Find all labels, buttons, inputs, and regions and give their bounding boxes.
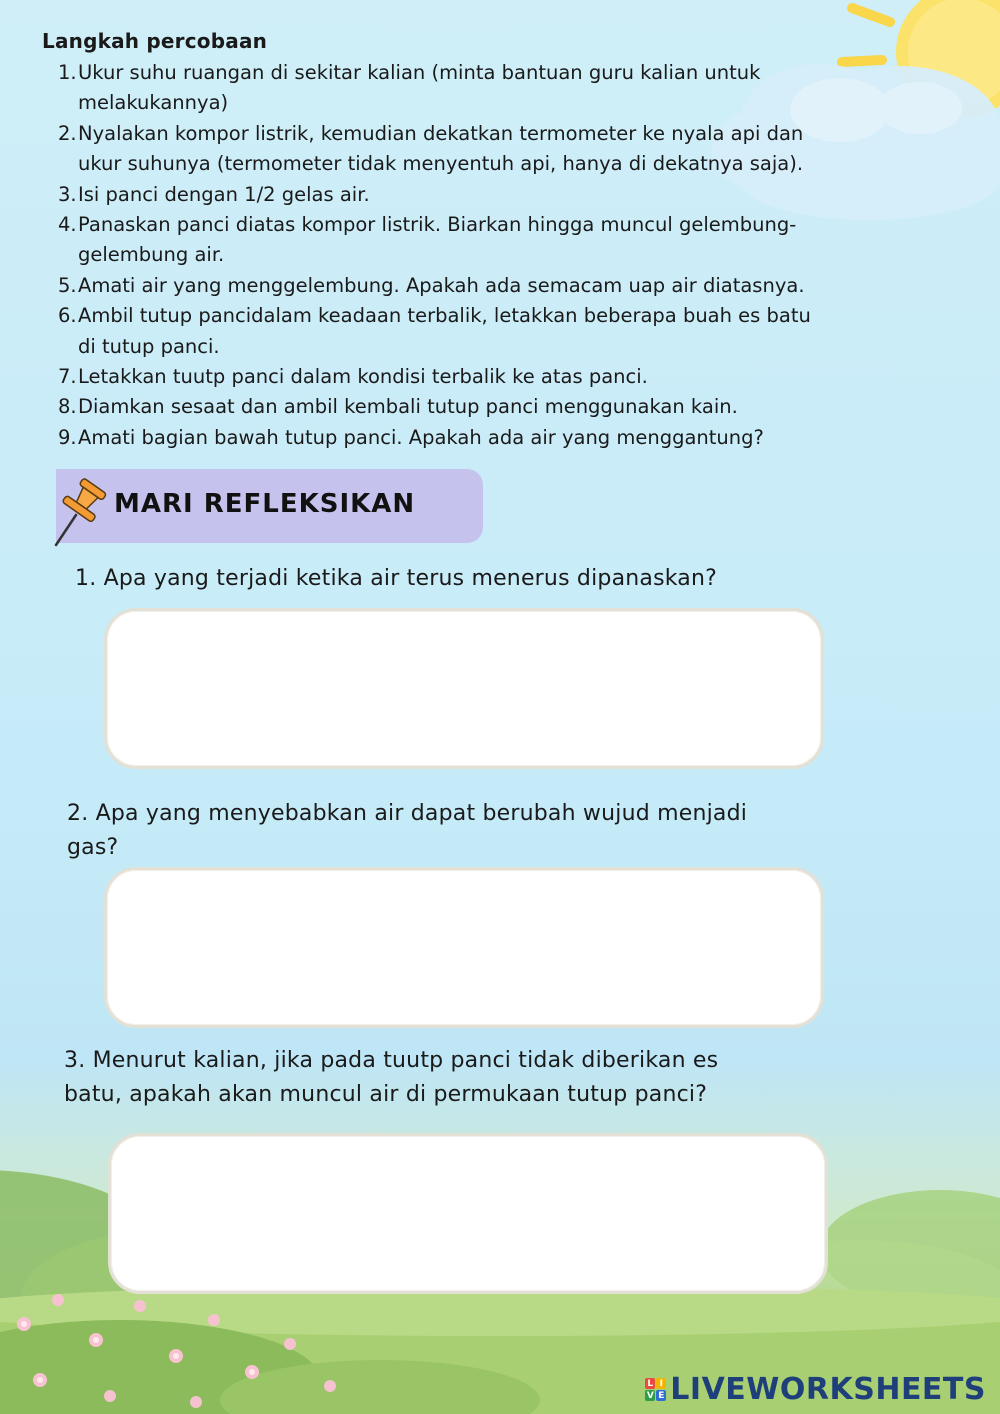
step-text: Diamkan sesaat dan ambil kembali tutup panci menggunakan kain.	[78, 395, 738, 419]
list-item	[58, 271, 898, 301]
answer-box-1[interactable]	[104, 608, 824, 769]
step-text: Nyalakan kompor listrik, kemudian dekatkan termometer ke nyala api dan	[78, 121, 804, 145]
question-3	[64, 1044, 844, 1112]
step-text: Ukur suhu ruangan di sekitar kalian (minta bantuan guru kalian untuk	[78, 61, 761, 84]
step-number: 7.	[58, 365, 77, 389]
reflection-heading: MARI REFLEKSIKAN	[114, 489, 416, 519]
question-text: 1. Apa yang terjadi ketika air terus menerus dipanaskan?	[75, 566, 717, 591]
step-number: 2.	[58, 121, 77, 145]
list-item	[58, 423, 898, 453]
reflection-banner	[56, 469, 483, 543]
steps-list	[58, 58, 898, 453]
step-text-cont: di tutup panci.	[78, 334, 220, 358]
logo-letter: E	[658, 1390, 665, 1401]
answer-box-2[interactable]	[104, 867, 824, 1028]
step-text: Isi panci dengan 1/2 gelas air.	[78, 182, 370, 206]
step-text: Amati bagian bawah tutup panci. Apakah ada air yang menggantung?	[78, 425, 764, 449]
step-text: Amati air yang menggelembung. Apakah ada semacam uap air diatasnya.	[78, 273, 805, 297]
question-text: 3. Menurut kalian, jika pada tuutp panci tidak diberikan es	[64, 1048, 719, 1073]
step-text-cont: gelembung air.	[78, 243, 225, 267]
steps-title: Langkah percobaan	[42, 29, 268, 53]
step-text-cont: melakukannya)	[78, 91, 229, 115]
step-number: 4.	[58, 213, 77, 237]
question-text-cont: gas?	[67, 835, 119, 860]
step-number: 6.	[58, 304, 77, 328]
step-number: 3.	[58, 182, 77, 206]
step-text: Ambil tutup pancidalam keadaan terbalik, letakkan beberapa buah es batu	[78, 304, 811, 328]
logo-brand: LIVEWORKSHEETS	[670, 1372, 986, 1407]
list-item	[58, 362, 898, 392]
list-item	[58, 119, 898, 180]
list-item	[58, 58, 898, 119]
logo-letter: L	[645, 1378, 655, 1389]
list-item	[58, 180, 898, 210]
step-number: 5.	[58, 273, 77, 297]
question-text-cont: batu, apakah akan muncul air di permukaan tutup panci?	[64, 1082, 708, 1107]
question-2	[67, 797, 847, 865]
liveworksheets-logo	[645, 1372, 986, 1407]
logo-letter: I	[656, 1378, 666, 1389]
logo-letter: V	[646, 1390, 654, 1401]
step-number: 1.	[58, 61, 77, 84]
list-item	[58, 392, 898, 422]
step-number: 8.	[58, 395, 77, 419]
step-number: 9.	[58, 425, 77, 449]
question-text: 2. Apa yang menyebabkan air dapat berubah wujud menjadi	[67, 801, 748, 826]
pushpin-icon	[50, 469, 120, 549]
logo-mark-icon	[645, 1378, 666, 1401]
answer-box-3[interactable]	[108, 1133, 828, 1294]
list-item	[58, 210, 898, 271]
question-1	[75, 562, 855, 596]
step-text: Letakkan tuutp panci dalam kondisi terbalik ke atas panci.	[78, 365, 648, 389]
step-text: Panaskan panci diatas kompor listrik. Biarkan hingga muncul gelembung-	[78, 213, 797, 237]
step-text-cont: ukur suhunya (termometer tidak menyentuh api, hanya di dekatnya saja).	[78, 152, 804, 176]
list-item	[58, 301, 898, 362]
